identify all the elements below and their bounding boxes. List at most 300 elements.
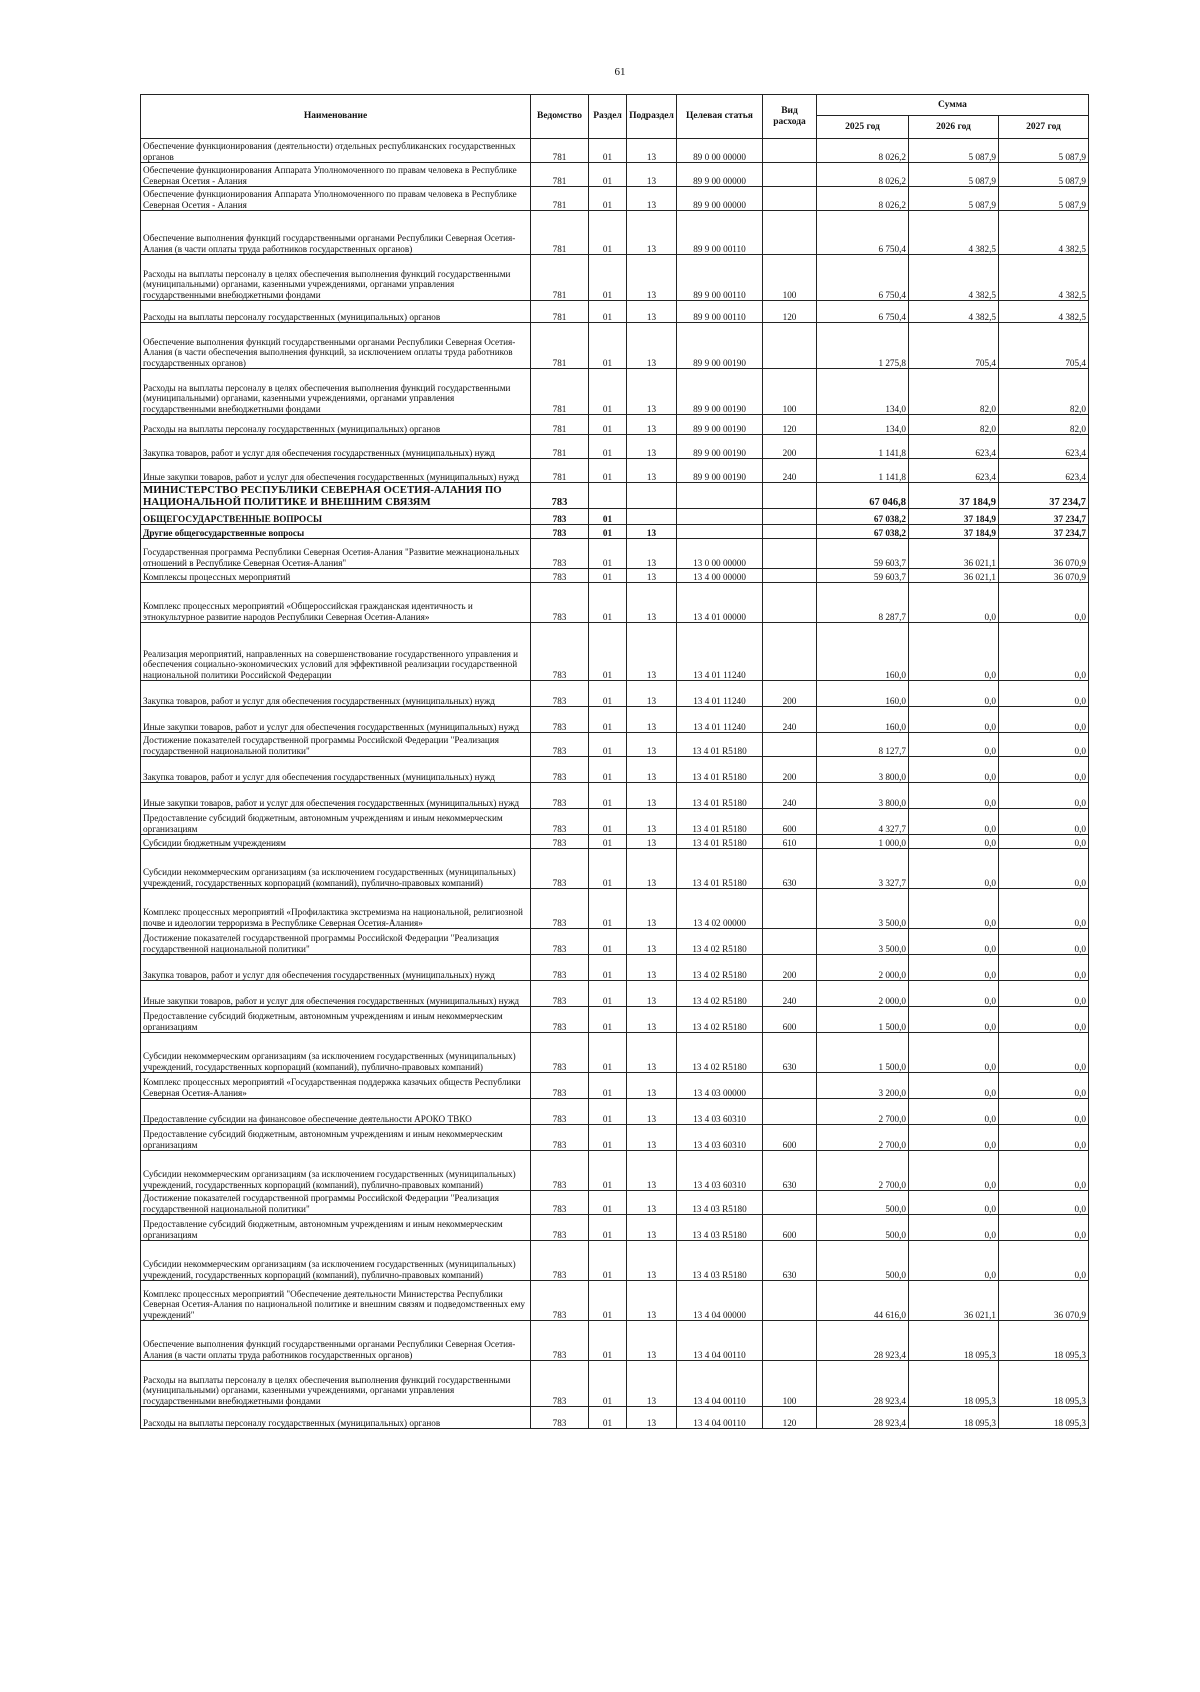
cell-sec: 01 [589,1361,627,1407]
cell-name: Закупка товаров, работ и услуг для обеспечения государственных (муниципальных) нужд [141,955,531,981]
cell-sub: 13 [627,1281,677,1321]
cell-sec: 01 [589,1321,627,1361]
cell-type: 200 [763,435,817,459]
table-row [141,435,1089,459]
table-row [141,1215,1089,1241]
cell-target: 13 4 01 11240 [677,707,763,733]
table-row [141,211,1089,255]
cell-sec: 01 [589,757,627,783]
cell-v2025: 500,0 [817,1241,909,1281]
cell-type [763,187,817,211]
table-row [141,255,1089,301]
cell-v2027: 0,0 [999,849,1089,889]
cell-sub: 13 [627,849,677,889]
cell-v2026: 0,0 [909,809,999,835]
cell-target: 89 9 00 00110 [677,255,763,301]
cell-dept: 783 [531,1281,589,1321]
cell-type: 200 [763,955,817,981]
cell-target: 13 4 01 00000 [677,583,763,623]
cell-dept: 783 [531,1099,589,1125]
cell-dept: 781 [531,211,589,255]
cell-sec: 01 [589,415,627,435]
cell-v2025: 2 000,0 [817,955,909,981]
cell-v2025: 8 026,2 [817,163,909,187]
cell-v2027: 0,0 [999,757,1089,783]
cell-dept: 781 [531,301,589,323]
cell-type [763,525,817,539]
header-2025: 2025 год [817,116,909,139]
cell-type [763,1191,817,1215]
cell-dept: 783 [531,1215,589,1241]
cell-v2025: 160,0 [817,707,909,733]
cell-sec: 01 [589,955,627,981]
cell-v2026: 36 021,1 [909,569,999,583]
cell-v2027: 623,4 [999,459,1089,483]
cell-sub: 13 [627,1215,677,1241]
cell-dept: 783 [531,583,589,623]
cell-dept: 783 [531,733,589,757]
cell-name: Иные закупки товаров, работ и услуг для обеспечения государственных (муниципальных) нужд [141,783,531,809]
cell-sub: 13 [627,681,677,707]
cell-v2027: 37 234,7 [999,509,1089,525]
cell-name: Расходы на выплаты персоналу в целях обеспечения выполнения функций государственными (муниципальными) органами, казенными учреждениями, органами управления государственными внебюджетными фондами [141,369,531,415]
cell-sec: 01 [589,681,627,707]
cell-v2026: 0,0 [909,1241,999,1281]
cell-sub: 13 [627,1407,677,1429]
cell-dept: 783 [531,623,589,681]
cell-name: Достижение показателей государственной программы Российской Федерации "Реализация государственной национальной политики" [141,733,531,757]
cell-dept: 781 [531,369,589,415]
cell-v2025: 2 700,0 [817,1099,909,1125]
cell-v2026: 5 087,9 [909,163,999,187]
cell-v2026: 0,0 [909,889,999,929]
cell-type [763,623,817,681]
cell-name: МИНИСТЕРСТВО РЕСПУБЛИКИ СЕВЕРНАЯ ОСЕТИЯ-АЛАНИЯ ПО НАЦИОНАЛЬНОЙ ПОЛИТИКЕ И ВНЕШНИМ СВЯЗЯМ [141,483,531,509]
table-row [141,1191,1089,1215]
cell-v2025: 28 923,4 [817,1321,909,1361]
cell-v2027: 0,0 [999,1215,1089,1241]
cell-sub: 13 [627,1151,677,1191]
cell-name: Иные закупки товаров, работ и услуг для обеспечения государственных (муниципальных) нужд [141,981,531,1007]
cell-sec: 01 [589,981,627,1007]
table-row [141,783,1089,809]
cell-name: ОБЩЕГОСУДАРСТВЕННЫЕ ВОПРОСЫ [141,509,531,525]
cell-type: 100 [763,255,817,301]
cell-v2027: 0,0 [999,1033,1089,1073]
cell-name: Расходы на выплаты персоналу государственных (муниципальных) органов [141,301,531,323]
cell-v2027: 0,0 [999,1191,1089,1215]
cell-v2025: 8 026,2 [817,139,909,163]
cell-type [763,569,817,583]
cell-dept: 783 [531,1151,589,1191]
cell-type: 240 [763,783,817,809]
cell-target: 13 4 02 00000 [677,889,763,929]
cell-v2027: 18 095,3 [999,1361,1089,1407]
cell-name: Обеспечение выполнения функций государственными органами Республики Северная Осетия-Алания (в части оплаты труда работников государственных органов) [141,211,531,255]
cell-v2025: 3 500,0 [817,929,909,955]
cell-name: Субсидии бюджетным учреждениям [141,835,531,849]
cell-v2025: 1 275,8 [817,323,909,369]
table-row [141,525,1089,539]
cell-target: 13 0 00 00000 [677,539,763,569]
cell-target: 13 4 02 R5180 [677,955,763,981]
cell-v2027: 0,0 [999,583,1089,623]
cell-sec: 01 [589,1007,627,1033]
cell-sec: 01 [589,1241,627,1281]
cell-type: 240 [763,459,817,483]
cell-target: 89 9 00 00190 [677,369,763,415]
cell-dept: 783 [531,981,589,1007]
cell-v2026: 4 382,5 [909,211,999,255]
cell-v2026: 0,0 [909,707,999,733]
cell-sub: 13 [627,1125,677,1151]
cell-sec: 01 [589,783,627,809]
cell-name: Закупка товаров, работ и услуг для обеспечения государственных (муниципальных) нужд [141,435,531,459]
cell-name: Комплекс процессных мероприятий "Обеспечение деятельности Министерства Республики Северная Осетия-Алания по национальной политике и внешним связям и подведомственных ему учреждений" [141,1281,531,1321]
cell-v2025: 3 800,0 [817,757,909,783]
cell-sub: 13 [627,569,677,583]
cell-type [763,139,817,163]
cell-v2025: 28 923,4 [817,1407,909,1429]
cell-type: 630 [763,1151,817,1191]
table-row [141,1099,1089,1125]
cell-v2025: 6 750,4 [817,211,909,255]
cell-v2025: 1 500,0 [817,1007,909,1033]
cell-name: Иные закупки товаров, работ и услуг для обеспечения государственных (муниципальных) нужд [141,459,531,483]
cell-v2025: 6 750,4 [817,301,909,323]
cell-target: 89 9 00 00190 [677,435,763,459]
cell-v2025: 67 038,2 [817,525,909,539]
cell-type: 240 [763,981,817,1007]
cell-sub: 13 [627,323,677,369]
cell-target: 13 4 04 00000 [677,1281,763,1321]
cell-v2026: 0,0 [909,1191,999,1215]
cell-name: Предоставление субсидии на финансовое обеспечение деятельности АРОКО ТВКО [141,1099,531,1125]
cell-v2026: 705,4 [909,323,999,369]
table-row [141,301,1089,323]
cell-v2025: 1 000,0 [817,835,909,849]
cell-dept: 783 [531,955,589,981]
cell-dept: 781 [531,415,589,435]
cell-name: Комплексы процессных мероприятий [141,569,531,583]
table-row [141,929,1089,955]
cell-sec: 01 [589,369,627,415]
cell-sub: 13 [627,301,677,323]
cell-v2027: 0,0 [999,889,1089,929]
cell-target: 13 4 04 00110 [677,1407,763,1429]
cell-sub: 13 [627,435,677,459]
cell-dept: 781 [531,459,589,483]
cell-type: 120 [763,415,817,435]
cell-type [763,539,817,569]
table-row [141,509,1089,525]
cell-dept: 783 [531,483,589,509]
cell-sec: 01 [589,889,627,929]
cell-target: 89 9 00 00110 [677,301,763,323]
cell-type [763,323,817,369]
cell-v2027: 0,0 [999,681,1089,707]
cell-sec: 01 [589,1073,627,1099]
cell-target: 89 9 00 00190 [677,323,763,369]
cell-sub: 13 [627,733,677,757]
cell-v2027: 0,0 [999,1073,1089,1099]
cell-name: Закупка товаров, работ и услуг для обеспечения государственных (муниципальных) нужд [141,681,531,707]
cell-sub: 13 [627,211,677,255]
cell-type [763,509,817,525]
cell-v2027: 0,0 [999,1099,1089,1125]
cell-type [763,211,817,255]
cell-dept: 783 [531,525,589,539]
cell-v2026: 0,0 [909,1007,999,1033]
cell-v2026: 37 184,9 [909,509,999,525]
cell-v2026: 0,0 [909,955,999,981]
cell-target: 13 4 01 R5180 [677,809,763,835]
cell-v2026: 5 087,9 [909,187,999,211]
cell-sec: 01 [589,1215,627,1241]
cell-sec: 01 [589,1033,627,1073]
cell-v2026: 0,0 [909,835,999,849]
cell-v2026: 0,0 [909,929,999,955]
cell-v2025: 6 750,4 [817,255,909,301]
cell-target: 13 4 03 60310 [677,1151,763,1191]
cell-v2026: 0,0 [909,681,999,707]
table-row [141,1361,1089,1407]
cell-type [763,889,817,929]
cell-dept: 783 [531,783,589,809]
cell-sec: 01 [589,809,627,835]
cell-target: 13 4 01 11240 [677,681,763,707]
cell-sub: 13 [627,623,677,681]
cell-sub: 13 [627,139,677,163]
cell-sub: 13 [627,1241,677,1281]
cell-dept: 783 [531,569,589,583]
cell-dept: 781 [531,323,589,369]
cell-type [763,483,817,509]
table-row [141,323,1089,369]
cell-v2025: 2 700,0 [817,1151,909,1191]
cell-v2026: 623,4 [909,435,999,459]
cell-target: 13 4 02 R5180 [677,1033,763,1073]
table-row [141,139,1089,163]
cell-dept: 783 [531,539,589,569]
cell-v2027: 5 087,9 [999,139,1089,163]
cell-type: 600 [763,809,817,835]
cell-name: Субсидии некоммерческим организациям (за исключением государственных (муниципальных) учреждений, государственных корпораций (компаний), публично-правовых компаний) [141,1033,531,1073]
cell-sec: 01 [589,569,627,583]
cell-sub: 13 [627,415,677,435]
cell-sec: 01 [589,323,627,369]
cell-sec: 01 [589,733,627,757]
cell-dept: 783 [531,1361,589,1407]
cell-type: 630 [763,849,817,889]
cell-name: Достижение показателей государственной программы Российской Федерации "Реализация государственной национальной политики" [141,1191,531,1215]
cell-type: 600 [763,1007,817,1033]
header-name: Наименование [141,95,531,139]
cell-v2026: 0,0 [909,583,999,623]
cell-v2026: 0,0 [909,849,999,889]
cell-target: 13 4 04 00110 [677,1321,763,1361]
cell-v2026: 623,4 [909,459,999,483]
cell-v2026: 4 382,5 [909,255,999,301]
cell-dept: 783 [531,681,589,707]
cell-target: 13 4 02 R5180 [677,981,763,1007]
cell-name: Субсидии некоммерческим организациям (за исключением государственных (муниципальных) учреждений, государственных корпораций (компаний), публично-правовых компаний) [141,1241,531,1281]
table-row [141,809,1089,835]
cell-type: 630 [763,1033,817,1073]
cell-sec: 01 [589,1099,627,1125]
cell-sec: 01 [589,163,627,187]
cell-dept: 783 [531,509,589,525]
cell-dept: 783 [531,1073,589,1099]
cell-v2026: 0,0 [909,1073,999,1099]
cell-target [677,525,763,539]
cell-sec: 01 [589,583,627,623]
cell-v2027: 0,0 [999,955,1089,981]
cell-sec: 01 [589,211,627,255]
cell-v2026: 82,0 [909,415,999,435]
cell-v2025: 1 500,0 [817,1033,909,1073]
cell-name: Расходы на выплаты персоналу государственных (муниципальных) органов [141,415,531,435]
cell-sub [627,483,677,509]
cell-sub: 13 [627,1073,677,1099]
cell-v2025: 500,0 [817,1191,909,1215]
cell-dept: 783 [531,929,589,955]
cell-v2026: 18 095,3 [909,1361,999,1407]
cell-dept: 781 [531,187,589,211]
cell-sec: 01 [589,835,627,849]
cell-type [763,1073,817,1099]
cell-v2027: 18 095,3 [999,1321,1089,1361]
cell-v2027: 0,0 [999,623,1089,681]
cell-target [677,483,763,509]
cell-v2027: 623,4 [999,435,1089,459]
cell-target: 13 4 02 R5180 [677,1007,763,1033]
cell-v2027: 0,0 [999,783,1089,809]
cell-v2026: 18 095,3 [909,1321,999,1361]
cell-name: Другие общегосударственные вопросы [141,525,531,539]
cell-v2027: 0,0 [999,1151,1089,1191]
cell-target: 13 4 03 60310 [677,1099,763,1125]
cell-name: Реализация мероприятий, направленных на совершенствование государственного управления и обеспечения социально-экономических условий для эффективной реализации государственной национальной политики Российской Федерации [141,623,531,681]
cell-type: 610 [763,835,817,849]
table-row [141,369,1089,415]
cell-dept: 783 [531,1321,589,1361]
cell-v2026: 4 382,5 [909,301,999,323]
cell-name: Обеспечение выполнения функций государственными органами Республики Северная Осетия-Алания (в части оплаты труда работников государственных органов) [141,1321,531,1361]
cell-v2027: 0,0 [999,835,1089,849]
cell-sec: 01 [589,255,627,301]
cell-v2026: 0,0 [909,1125,999,1151]
cell-v2025: 4 327,7 [817,809,909,835]
table-row [141,415,1089,435]
cell-v2027: 36 070,9 [999,539,1089,569]
cell-v2027: 0,0 [999,809,1089,835]
table-row [141,1281,1089,1321]
cell-type [763,929,817,955]
cell-target: 13 4 03 R5180 [677,1215,763,1241]
table-row [141,583,1089,623]
cell-dept: 783 [531,1007,589,1033]
cell-v2027: 0,0 [999,1007,1089,1033]
table-row [141,1241,1089,1281]
cell-v2026: 37 184,9 [909,525,999,539]
cell-target [677,509,763,525]
cell-sub: 13 [627,187,677,211]
table-row [141,569,1089,583]
cell-sub: 13 [627,459,677,483]
cell-dept: 783 [531,707,589,733]
cell-v2025: 67 038,2 [817,509,909,525]
table-row [141,835,1089,849]
cell-name: Государственная программа Республики Северная Осетия-Алания "Развитие межнациональных отношений в Республике Северная Осетия-Алания" [141,539,531,569]
cell-v2025: 8 026,2 [817,187,909,211]
table-row [141,163,1089,187]
cell-sub: 13 [627,1033,677,1073]
cell-name: Обеспечение функционирования Аппарата Уполномоченного по правам человека в Республике Северная Осетия - Алания [141,187,531,211]
header-subsection: Подраздел [627,95,677,139]
cell-name: Обеспечение выполнения функций государственными органами Республики Северная Осетия-Алания (в части обеспечения выполнения функций, за исключением оплаты труда работников государственных органов) [141,323,531,369]
cell-sec: 01 [589,301,627,323]
cell-sub: 13 [627,369,677,415]
cell-name: Комплекс процессных мероприятий «Государственная поддержка казачьих обществ Республики Северная Осетия-Алания» [141,1073,531,1099]
cell-dept: 783 [531,1407,589,1429]
table-row [141,539,1089,569]
cell-target: 13 4 04 00110 [677,1361,763,1407]
table-row [141,981,1089,1007]
cell-v2027: 82,0 [999,415,1089,435]
cell-v2026: 0,0 [909,623,999,681]
header-dept: Ведомство [531,95,589,139]
cell-sub: 13 [627,1321,677,1361]
cell-v2025: 3 200,0 [817,1073,909,1099]
cell-v2027: 0,0 [999,929,1089,955]
cell-v2025: 3 500,0 [817,889,909,929]
cell-dept: 783 [531,1033,589,1073]
cell-type: 200 [763,681,817,707]
cell-type: 200 [763,757,817,783]
cell-v2027: 82,0 [999,369,1089,415]
cell-v2025: 134,0 [817,415,909,435]
table-row [141,1321,1089,1361]
cell-sec: 01 [589,707,627,733]
cell-type: 120 [763,1407,817,1429]
cell-dept: 783 [531,835,589,849]
cell-v2025: 8 127,7 [817,733,909,757]
cell-type [763,1321,817,1361]
cell-sec: 01 [589,459,627,483]
cell-v2027: 0,0 [999,1125,1089,1151]
cell-v2027: 36 070,9 [999,1281,1089,1321]
cell-type [763,163,817,187]
cell-target: 13 4 01 R5180 [677,757,763,783]
cell-v2027: 37 234,7 [999,525,1089,539]
cell-v2027: 0,0 [999,981,1089,1007]
cell-sub: 13 [627,835,677,849]
cell-name: Комплекс процессных мероприятий «Общероссийская гражданская идентичность и этнокультурное развитие народов Республики Северная Осетия-Алания» [141,583,531,623]
cell-sub: 13 [627,707,677,733]
cell-v2025: 28 923,4 [817,1361,909,1407]
cell-dept: 783 [531,849,589,889]
cell-v2025: 3 800,0 [817,783,909,809]
cell-sub: 13 [627,1099,677,1125]
cell-v2027: 36 070,9 [999,569,1089,583]
cell-v2025: 67 046,8 [817,483,909,509]
table-body [141,139,1089,1429]
cell-v2027: 4 382,5 [999,255,1089,301]
table-row [141,707,1089,733]
cell-sub: 13 [627,1191,677,1215]
header-sum: Сумма [817,95,1089,116]
